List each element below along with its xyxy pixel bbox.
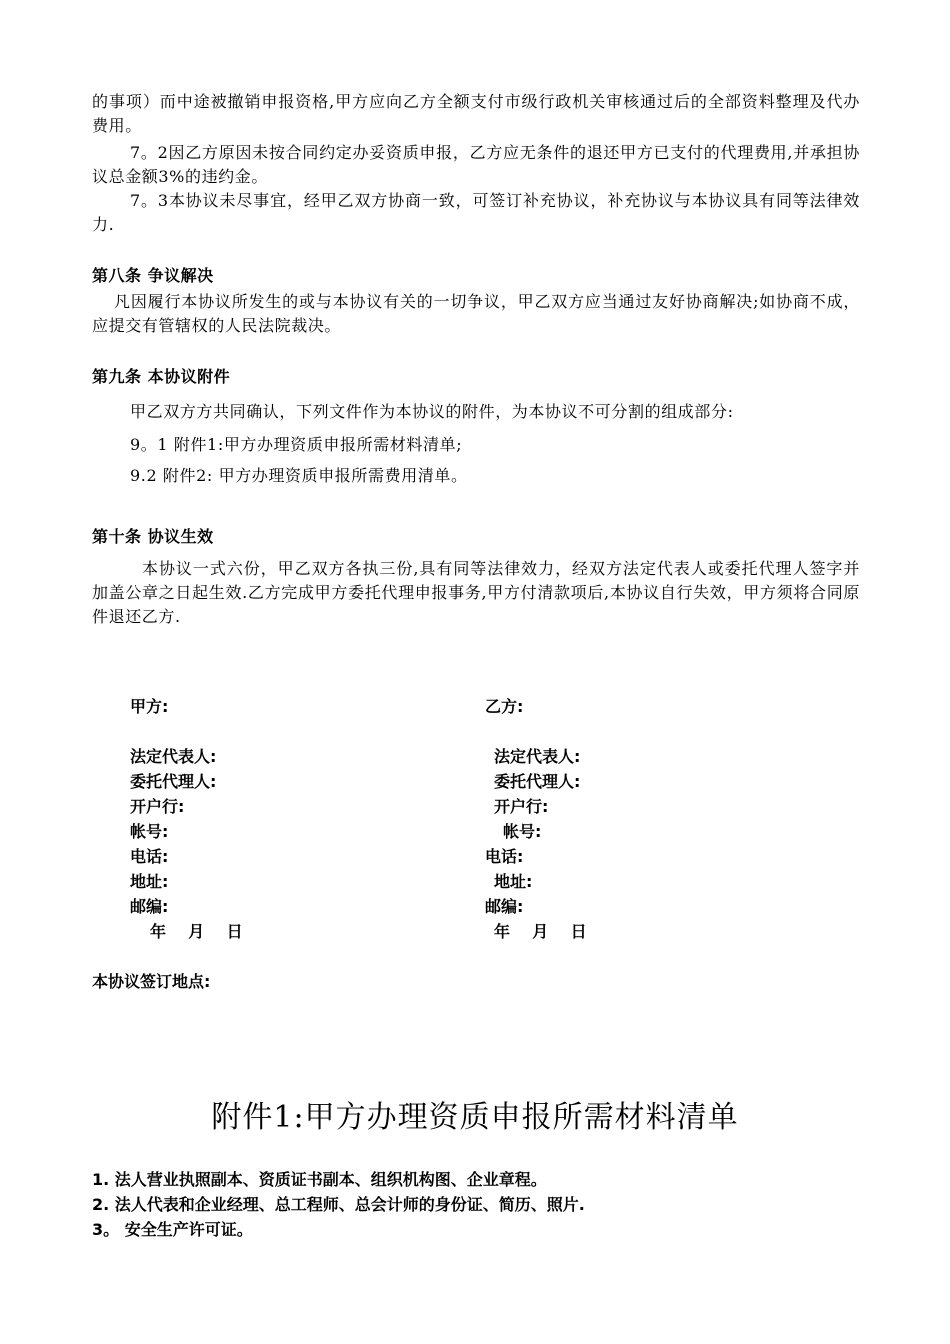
clause-7-continuation: 的事项）而中途被撤销申报资格,甲方应向乙方全额支付市级行政机关审核通过后的全部资料整理及代办费用。 xyxy=(92,92,860,135)
attachment-1-item-3: 3。 安全生产许可证。 xyxy=(92,1220,253,1239)
clause-7-2: 7。2因乙方原因未按合同约定办妥资质申报，乙方应无条件的退还甲方已支付的代理费用,并承担协议总金额3%的违约金。 xyxy=(92,143,860,186)
section-9-item-1: 9。1 附件1:甲方办理资质申报所需材料清单; xyxy=(130,435,463,454)
attachment-1-title: 附件1:甲方办理资质申报所需材料清单 xyxy=(211,1100,739,1135)
party-b-account: 帐号: xyxy=(503,822,542,841)
party-a-legal-rep: 法定代表人: xyxy=(130,747,217,766)
section-8-text: 凡因履行本协议所发生的或与本协议有关的一切争议，甲乙双方应当通过友好协商解决;如协商不成，应提交有管辖权的人民法院裁决。 xyxy=(92,292,860,335)
party-a-date: 年 月 日 xyxy=(150,922,243,941)
party-a-phone: 电话: xyxy=(130,847,169,866)
party-a-postcode: 邮编: xyxy=(130,897,169,916)
party-b-label: 乙方: xyxy=(485,697,524,716)
section-9-heading: 第九条 本协议附件 xyxy=(92,367,231,386)
party-a-bank: 开户行: xyxy=(130,797,185,816)
section-10-heading: 第十条 协议生效 xyxy=(92,527,214,546)
party-a-label: 甲方: xyxy=(130,697,169,716)
party-b-postcode: 邮编: xyxy=(485,897,524,916)
party-b-bank: 开户行: xyxy=(494,797,549,816)
party-a-agent: 委托代理人: xyxy=(130,772,217,791)
section-8-heading: 第八条 争议解决 xyxy=(92,266,214,285)
party-b-legal-rep: 法定代表人: xyxy=(494,747,581,766)
party-b-address: 地址: xyxy=(494,872,533,891)
clause-7-3: 7。3本协议未尽事宜，经甲乙双方协商一致，可签订补充协议，补充协议与本协议具有同等法律效力. xyxy=(92,191,860,234)
attachment-1-item-2: 2. 法人代表和企业经理、总工程师、总会计师的身份证、简历、照片. xyxy=(92,1195,585,1214)
section-10-text: 本协议一式六份，甲乙双方各执三份,具有同等法律效力，经双方法定代表人或委托代理人签字并加盖公章之日起生效.乙方完成甲方委托代理申报事务,甲方付清款项后,本协议自行失效，甲方须将合同原件退还乙方. xyxy=(92,559,860,626)
signing-location-label: 本协议签订地点: xyxy=(92,972,211,991)
section-9-text: 甲乙双方方共同确认，下列文件作为本协议的附件，为本协议不可分割的组成部分: xyxy=(130,402,734,421)
party-b-date: 年 月 日 xyxy=(494,922,587,941)
section-9-item-2: 9.2 附件2: 甲方办理资质申报所需费用清单。 xyxy=(130,466,468,485)
party-b-agent: 委托代理人: xyxy=(494,772,581,791)
party-a-address: 地址: xyxy=(130,872,169,891)
party-a-account: 帐号: xyxy=(130,822,169,841)
attachment-1-item-1: 1. 法人营业执照副本、资质证书副本、组织机构图、企业章程。 xyxy=(92,1170,547,1189)
party-b-phone: 电话: xyxy=(485,847,524,866)
